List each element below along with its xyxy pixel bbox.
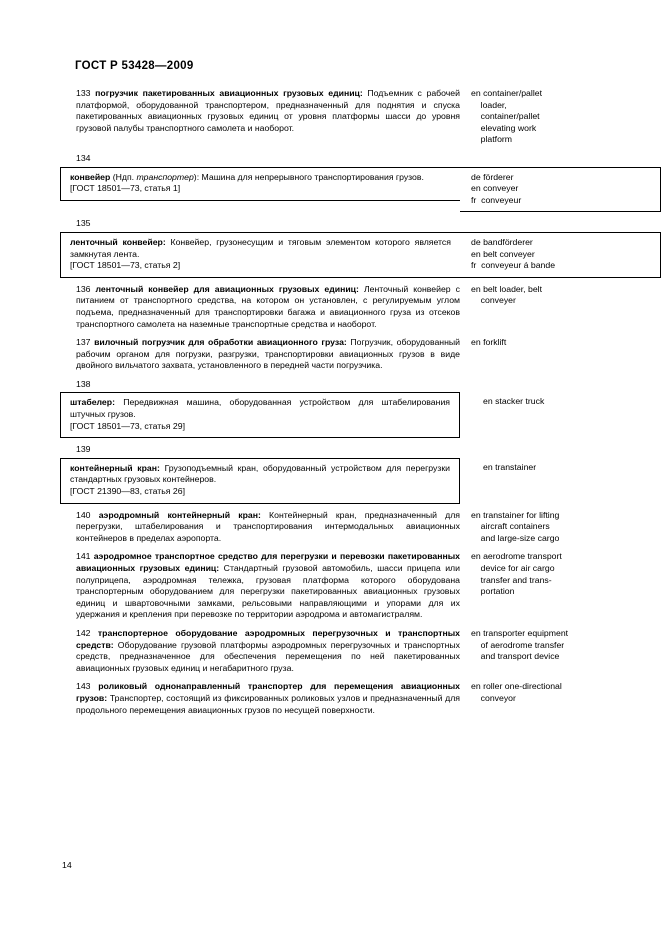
term-translations	[460, 88, 660, 146]
translation-line: de bandförderer	[471, 236, 533, 247]
translation-line: en roller one-directional	[471, 681, 562, 692]
term-headword: ленточный конвейер для авиационных грузовых единиц:	[95, 283, 359, 294]
term-entry	[60, 681, 661, 716]
term-number: 133	[76, 88, 96, 98]
term-translations	[460, 551, 660, 597]
term-entry-row	[60, 551, 661, 621]
term-definition-text: Погрузчик, оборудованный рабочим органом для погрузки, разгрузки, транспортировки авиационных грузов в виде двойного вильчатого захвата, установленного в передней части погрузчика.	[76, 337, 460, 371]
term-definition	[60, 167, 460, 201]
term-entry	[60, 337, 661, 372]
term-entry	[60, 153, 661, 212]
term-definition-text: Грузоподъемный кран, оборудованный устройством для перегрузки стандартных грузовых контейнеров.	[70, 462, 450, 485]
translation-line: en belt conveyer	[471, 248, 535, 259]
translation-line: en forklift	[471, 337, 507, 348]
terms-list	[60, 88, 661, 723]
term-definition	[60, 337, 460, 372]
term-source-reference: [ГОСТ 18501—73, статья 1]	[70, 183, 181, 194]
term-translations	[460, 681, 660, 704]
term-definition	[60, 551, 460, 621]
term-headword: штабелер:	[70, 397, 115, 408]
term-translations	[460, 392, 660, 408]
term-definition	[60, 681, 460, 716]
term-entry-row	[60, 510, 661, 545]
translation-line: en conveyer	[471, 183, 519, 194]
term-source-reference: [ГОСТ 18501—73, статья 29]	[70, 420, 185, 431]
term-entry	[60, 88, 661, 146]
term-number: 136	[76, 283, 96, 294]
translation-line: en container/pallet	[471, 88, 542, 98]
term-definition	[60, 284, 460, 330]
term-definition-text: Транспортер, состоящий из фиксированных роликовых узлов и предназначенный для продольного перемещения авиационных грузов по несущей поверхности.	[76, 692, 460, 715]
term-definition	[60, 232, 460, 278]
term-definition-text: Конвейер, грузонесущим и тяговым элементом которого является замкнутая лента.	[70, 236, 451, 259]
term-entry	[60, 218, 661, 277]
term-translations	[460, 284, 660, 307]
term-entry	[60, 628, 661, 674]
translation-line: en transtainer	[483, 461, 537, 472]
translation-line: en belt loader, belt	[471, 283, 543, 294]
translation-line: fr conveyeur á bande	[471, 260, 556, 271]
term-number: 142	[76, 627, 98, 638]
term-headword: погрузчик пакетированных авиационных грузовых единиц:	[95, 88, 363, 98]
translation-line: conveyer	[471, 295, 516, 306]
term-entry	[60, 551, 661, 621]
term-entry-row	[60, 392, 661, 438]
translation-line: of aerodrome transfer	[471, 639, 565, 650]
term-definition-text: Ленточный конвейер с питанием от транспортного средства, на котором он установлен, с регулируемым углом подъема, предназначенный для транспортировки багажа и авиационного груза из отсеков транспортного самолета на наземные транспортные средства и наоборот.	[76, 283, 460, 329]
term-translations	[460, 167, 661, 213]
term-definition	[60, 392, 460, 438]
term-definition-text: Стандартный грузовой автомобиль, шасси прицепа или полуприцепа, аэродромная тележка, грузовая платформа которого оборудована транспортерным оборудованием для перегрузки пакетированных авиационных грузовых единиц и швартовочными замками, рельсовыми направляющими и упорами для их удержания и крепления при перевозке по территории аэродрома и автомагистралям.	[76, 563, 460, 620]
term-definition-text: Оборудование грузовой платформы аэродромных перегрузочных и транспортных средств, предназначенное для обеспечения перемещения по ней пакетированных авиационных грузовых единиц и негабаритного груза.	[76, 639, 460, 673]
term-entry	[60, 444, 661, 503]
term-definition	[60, 628, 460, 674]
term-number: 141	[76, 551, 94, 562]
term-translations	[460, 510, 660, 545]
page-header-standard-code: ГОСТ Р 53428—2009	[75, 60, 194, 72]
term-translations	[460, 337, 660, 349]
term-entry	[60, 284, 661, 330]
term-headword: конвейер	[70, 171, 111, 182]
term-translations	[460, 232, 661, 278]
term-headword: роликовый однонаправленный транспортер для перемещения авиационных грузов:	[76, 681, 460, 703]
ndp-prefix: (Ндп.	[110, 171, 137, 182]
term-entry-row	[60, 232, 661, 278]
translation-line: de förderer	[471, 171, 514, 182]
translation-line: en transtainer for lifting	[471, 509, 560, 520]
translation-line: en stacker truck	[483, 396, 545, 407]
translation-line: and large-size cargo	[471, 532, 560, 543]
translation-line: transfer and trans-	[471, 574, 552, 585]
term-number: 139	[76, 444, 91, 455]
term-entry	[60, 379, 661, 438]
term-definition-text: Передвижная машина, оборудованная устройством для штабелирования штучных грузов.	[70, 397, 450, 420]
term-entry	[60, 510, 661, 545]
term-entry-row	[60, 628, 661, 674]
term-headword: ленточный конвейер:	[70, 236, 166, 247]
translation-line: and transport device	[471, 651, 560, 662]
term-number: 135	[76, 218, 91, 229]
term-definition-text: Контейнерный кран, предназначенный для перегрузки, штабелирования и транспортирования интермодальных авиационных контейнеров в пределах аэропорта.	[76, 509, 460, 543]
translation-line: elevating work	[471, 122, 537, 133]
term-definition	[60, 88, 460, 134]
term-translations	[460, 458, 660, 474]
term-number: 134	[76, 152, 91, 163]
term-definition	[60, 458, 460, 504]
translation-line: platform	[471, 134, 513, 145]
translation-line: conveyor	[471, 692, 516, 703]
page-number: 14	[62, 860, 72, 870]
translation-line: en aerodrome transport	[471, 551, 562, 562]
term-number: 138	[76, 378, 91, 389]
translation-line: portation	[471, 586, 515, 597]
term-headword: аэродромный контейнерный кран:	[98, 509, 261, 520]
term-headword: вилочный погрузчик для обработки авиационного груза:	[94, 337, 347, 348]
term-entry-row	[60, 681, 661, 716]
term-number: 137	[76, 337, 95, 348]
translation-line: fr conveyeur	[471, 194, 522, 205]
term-translations	[460, 628, 660, 663]
term-entry-row	[60, 337, 661, 372]
term-source-reference: [ГОСТ 18501—73, статья 2]	[70, 260, 181, 271]
term-headword: контейнерный кран:	[70, 462, 160, 473]
ndp-suffix: ):	[193, 171, 202, 182]
term-number: 143	[76, 681, 99, 692]
translation-line: device for air cargo	[471, 563, 555, 573]
term-entry-row	[60, 284, 661, 330]
term-headword: аэродромное транспортное средство для перегрузки и перевозки пакетированных авиационных грузовых единиц:	[76, 551, 460, 573]
ndp-term: транспортер	[136, 171, 194, 182]
term-number: 140	[76, 509, 99, 520]
translation-line: en transporter equipment	[471, 627, 569, 638]
term-definition-text: Подъемник с рабочей платформой, оборудованной транспортером, предназначенный для поднятия и спуска пакетированных авиационных грузовых единиц от уровня платформы шасси до уровня грузовой палубы транспортного самолета и наоборот.	[76, 88, 460, 133]
term-definition	[60, 510, 460, 545]
term-entry-row	[60, 167, 661, 213]
term-entry-row	[60, 458, 661, 504]
term-entry-row	[60, 88, 661, 146]
translation-line: container/pallet	[471, 111, 540, 122]
term-definition-text: Машина для непрерывного транспортирования грузов.	[201, 171, 424, 182]
translation-line: aircraft containers	[471, 521, 550, 532]
translation-line: loader,	[471, 99, 507, 110]
term-headword: транспортерное оборудование аэродромных перегрузочных и транспортных средств:	[76, 627, 460, 650]
term-source-reference: [ГОСТ 21390—83, статья 26]	[70, 486, 185, 497]
